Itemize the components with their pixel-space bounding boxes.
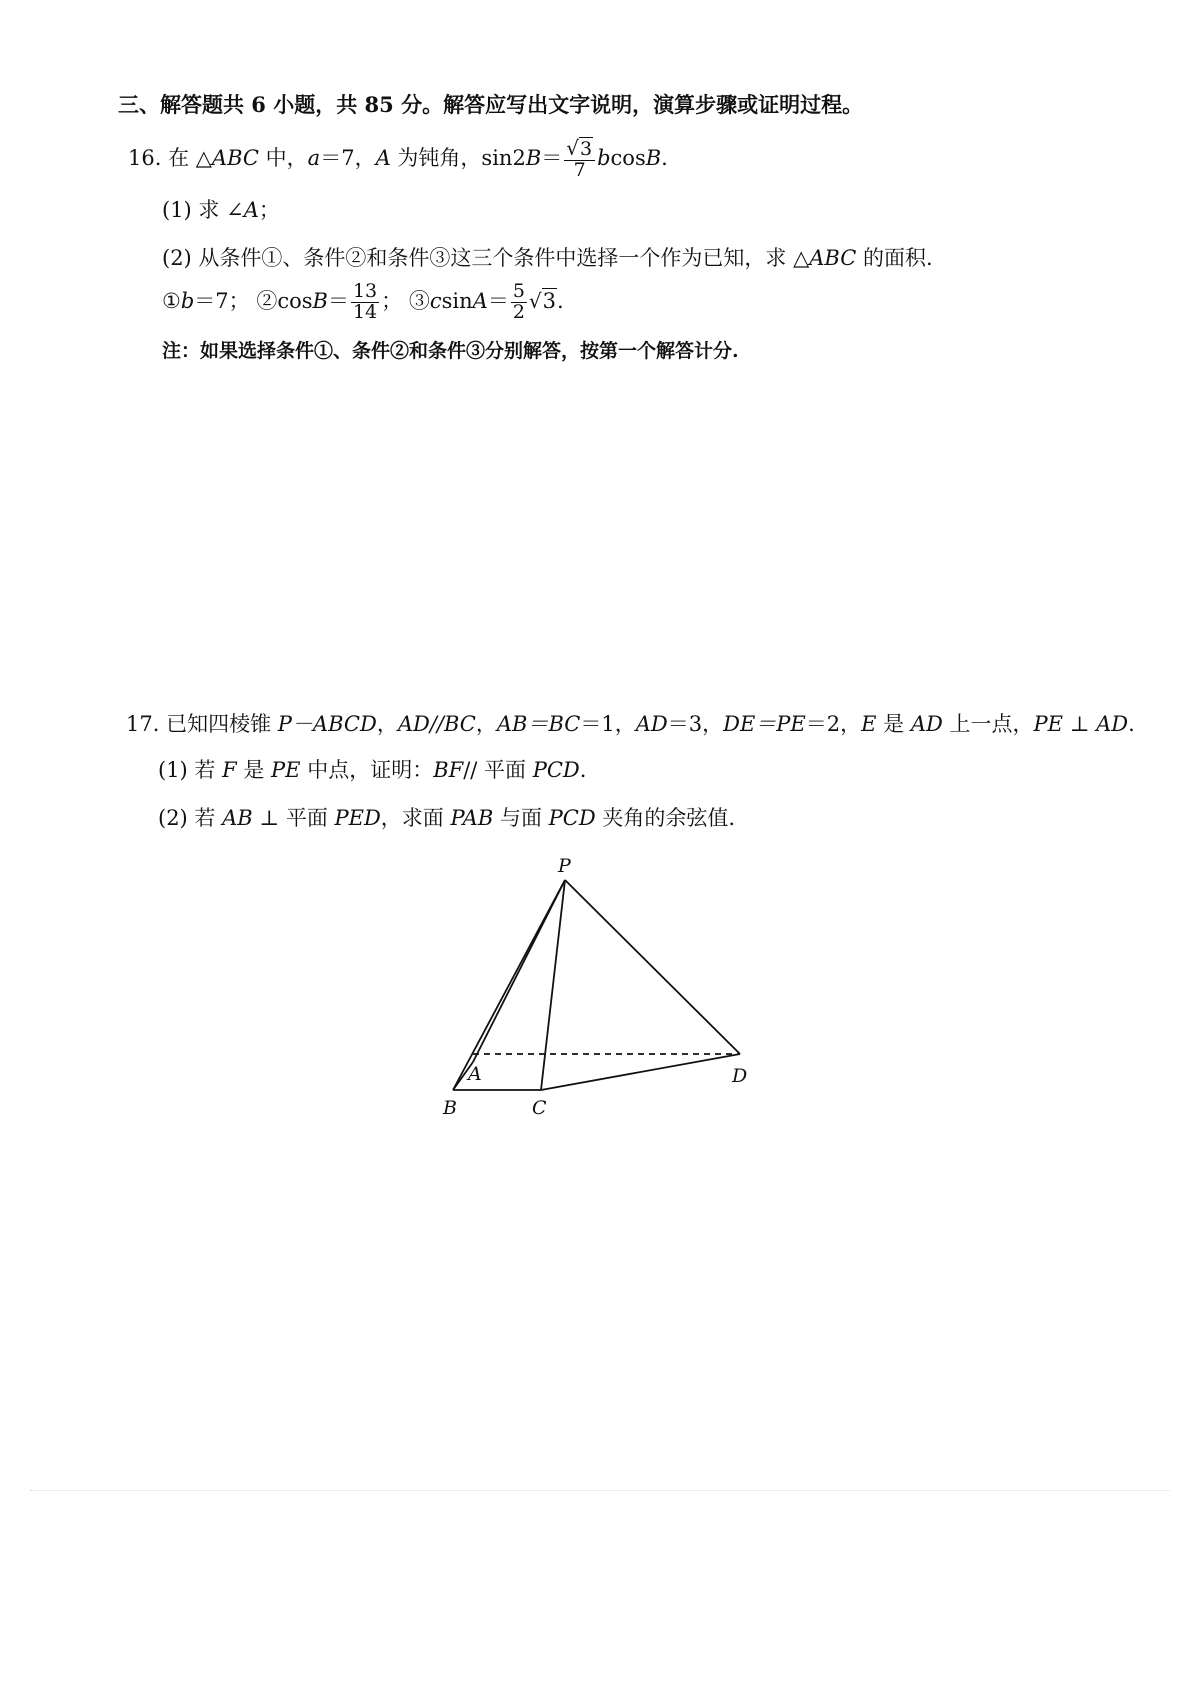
q16-number: 16. (128, 145, 162, 170)
q17-part1: (1) 若 F 是 PE 中点，证明：BF// 平面 PCD. (158, 758, 587, 782)
label-B: B (443, 1097, 457, 1119)
q16-conditions: ①b＝7； ②cosB＝ $\frac{13}{14}$ ； ③csinA＝ $\frac{5}{2}$ √3. (162, 280, 564, 323)
label-P: P (558, 855, 571, 877)
edge-PC (541, 880, 565, 1090)
edge-PD (565, 880, 740, 1054)
section-header: 三、解答题共 6 小题，共 85 分。解答应写出文字说明，演算步骤或证明过程。 (118, 92, 864, 117)
q17-stem: 17. 已知四棱锥 P－ABCD，AD//BC，AB＝BC＝1，AD＝3，DE＝PE＝2，E 是 AD 上一点，PE ⊥ AD. (126, 712, 1135, 736)
q17-part2: (2) 若 AB ⊥ 平面 PED，求面 PAB 与面 PCD 夹角的余弦值. (158, 806, 736, 830)
q17-number: 17. (126, 712, 160, 736)
label-D: D (732, 1065, 748, 1087)
label-C: C (532, 1097, 547, 1119)
q16-note: 注：如果选择条件①、条件②和条件③分别解答，按第一个解答计分. (162, 340, 739, 362)
q16-stem: 16. 在 △ABC 中，a＝7，A 为钝角，sin2B＝ $\frac{√3}{7}$ bcosB. (128, 136, 668, 181)
label-A: A (468, 1063, 482, 1085)
q16-fraction: $\frac{√3}{7}$ (564, 138, 595, 181)
q16-part2: (2) 从条件①、条件②和条件③这三个条件中选择一个作为已知，求 △ABC 的面积. (162, 246, 933, 270)
edge-PA (473, 880, 565, 1062)
q16-part1: (1) 求 ∠A； (162, 198, 280, 222)
edge-CD (541, 1054, 740, 1090)
scan-artifact-line (30, 1490, 1170, 1491)
